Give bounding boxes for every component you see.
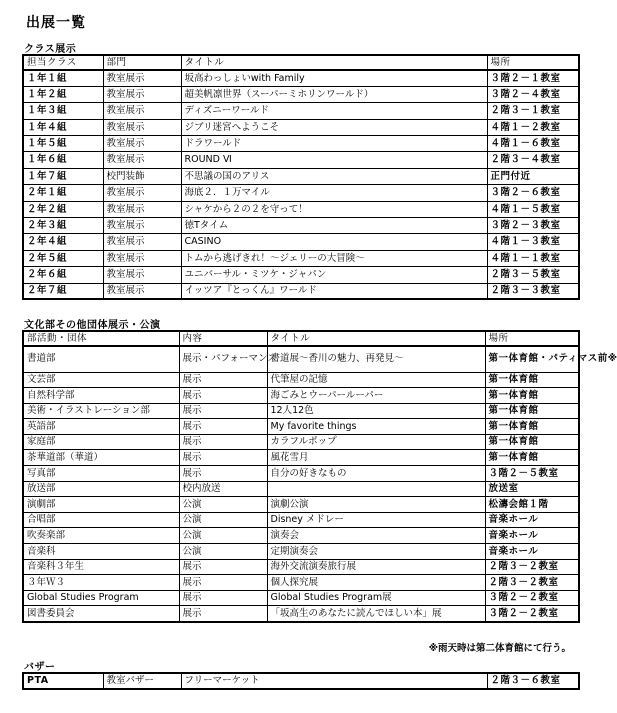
cell-category: 公演 <box>179 497 267 513</box>
cell-location: 松濤会館１階 <box>485 497 579 513</box>
cell-title: ドラワールド <box>181 136 487 152</box>
cell-category: 展示 <box>179 559 267 575</box>
cell-name: ３年Ｗ３ <box>23 575 179 591</box>
cell-location: 放送室 <box>485 481 579 497</box>
cell-name: 音楽科３年生 <box>23 559 179 575</box>
header-content: 内容 <box>179 331 267 346</box>
cell-location: ４階１－１教室 <box>487 250 579 266</box>
table-row <box>23 119 579 135</box>
cell-category: 教室展示 <box>103 86 181 102</box>
cell-location: ３階２－１教室 <box>487 70 579 86</box>
class-exhibit-table <box>22 54 580 300</box>
club-section-label: 文化部その他団体展示・公演 <box>24 320 161 331</box>
table-row <box>23 559 579 575</box>
table-row <box>23 136 579 152</box>
cell-location: ３階２－４教室 <box>487 86 579 102</box>
page-title: 出展一覧 <box>26 15 86 31</box>
table-row <box>23 528 579 544</box>
cell-name: １年２組 <box>23 86 103 102</box>
table-row <box>23 434 579 450</box>
header-title: タイトル <box>181 55 487 70</box>
cell-title: 超美帆凛世界（スーパーミホリンワールド） <box>181 86 487 102</box>
cell-category: 教室展示 <box>103 283 181 299</box>
cell-location: 第一体育館 <box>485 388 579 404</box>
cell-title: 坂高わっしょいwith Family <box>181 70 487 86</box>
cell-location: ２階３－５教室 <box>487 267 579 283</box>
table-row <box>23 590 579 606</box>
cell-name: ２年７組 <box>23 283 103 299</box>
cell-category: 教室展示 <box>103 119 181 135</box>
rain-note: ※雨天時は第二体育館にて行う。 <box>428 643 571 654</box>
cell-name: 美術・イラストレーション部 <box>23 403 179 419</box>
cell-location: ４階１－２教室 <box>487 119 579 135</box>
cell-name: 自然科学部 <box>23 388 179 404</box>
cell-title: Disney メドレー <box>267 512 485 528</box>
cell-title: ディズニーワールド <box>181 103 487 119</box>
cell-location: 音楽ホール <box>485 544 579 560</box>
cell-location: 正門付近 <box>487 168 579 184</box>
cell-title: 12人12色 <box>267 403 485 419</box>
table-row <box>23 70 579 86</box>
header-division: 部門 <box>103 55 181 70</box>
cell-location: 第一体育館 <box>485 403 579 419</box>
cell-name: 合唱部 <box>23 512 179 528</box>
cell-title: シャケから２の２を守って！ <box>181 201 487 217</box>
cell-category: 教室展示 <box>103 185 181 201</box>
cell-category: 校内放送 <box>179 481 267 497</box>
cell-category: 教室展示 <box>103 136 181 152</box>
cell-category: 校門装飾 <box>103 168 181 184</box>
cell-category: 展示 <box>179 575 267 591</box>
cell-category: 教室展示 <box>103 250 181 266</box>
table-row <box>23 168 579 184</box>
cell-name: 音楽科 <box>23 544 179 560</box>
cell-name: ２年６組 <box>23 267 103 283</box>
cell-category: 教室展示 <box>103 218 181 234</box>
cell-title: 自分の好きなもの <box>267 466 485 482</box>
header-group: 部活動・団体 <box>23 331 179 346</box>
cell-location: 第一体育館 <box>485 419 579 435</box>
cell-name: 吹奏楽部 <box>23 528 179 544</box>
cell-location: ２階３－４教室 <box>487 152 579 168</box>
cell-location: ３階２－３教室 <box>487 218 579 234</box>
table-row <box>23 466 579 482</box>
table-row <box>23 544 579 560</box>
cell-name: ２年５組 <box>23 250 103 266</box>
cell-title: カラフルポップ <box>267 434 485 450</box>
cell-title: 代筆屋の記憶 <box>267 372 485 388</box>
cell-category: 公演 <box>179 512 267 528</box>
cell-category: 教室展示 <box>103 152 181 168</box>
cell-name: １年５組 <box>23 136 103 152</box>
cell-name: １年３組 <box>23 103 103 119</box>
cell-category: 教室展示 <box>103 267 181 283</box>
table-row <box>23 512 579 528</box>
cell-title: 海ごみとウーパールーパー <box>267 388 485 404</box>
cell-location: 音楽ホール <box>485 528 579 544</box>
cell-category: 公演 <box>179 528 267 544</box>
cell-title: ROUND Ⅵ <box>181 152 487 168</box>
table-row <box>23 267 579 283</box>
cell-location: ３階２－２教室 <box>485 606 579 622</box>
cell-category: 展示 <box>179 403 267 419</box>
cell-category: 展示 <box>179 434 267 450</box>
cell-name: ２年３組 <box>23 218 103 234</box>
cell-location: 音楽ホール <box>485 512 579 528</box>
cell-name: 放送部 <box>23 481 179 497</box>
cell-name: １年７組 <box>23 168 103 184</box>
cell-title: 「坂高生のあなたに読んでほしい本」展 <box>267 606 485 622</box>
cell-location: ３階２－５教室 <box>485 466 579 482</box>
cell-category: 展示 <box>179 466 267 482</box>
table-header-row <box>23 55 579 70</box>
cell-location: ３階２－２教室 <box>485 590 579 606</box>
cell-category: 公演 <box>179 544 267 560</box>
cell-title: 不思議の国のアリス <box>181 168 487 184</box>
cell-location: ２階３－３教室 <box>487 283 579 299</box>
cell-name: 図書委員会 <box>23 606 179 622</box>
cell-location: 第一体育館 <box>485 450 579 466</box>
table-row <box>23 346 579 372</box>
table-row <box>23 450 579 466</box>
table-row <box>23 372 579 388</box>
cell-location: ２階３－６教室 <box>487 673 579 689</box>
table-row <box>23 185 579 201</box>
cell-title: トムから逃げきれ！～ジェリーの大冒険～ <box>181 250 487 266</box>
cell-category: 教室展示 <box>103 201 181 217</box>
class-section-label: クラス展示 <box>24 44 77 55</box>
cell-location: 第一体育館・パティマス前※ <box>485 346 579 372</box>
cell-name: PTA <box>23 673 103 689</box>
cell-category: 展示 <box>179 388 267 404</box>
table-row <box>23 419 579 435</box>
cell-title: My favorite things <box>267 419 485 435</box>
cell-name: １年１組 <box>23 70 103 86</box>
table-row <box>23 201 579 217</box>
cell-category: 展示 <box>179 590 267 606</box>
header-title: タイトル <box>267 331 485 346</box>
table-header-row <box>23 331 579 346</box>
cell-name: ２年４組 <box>23 234 103 250</box>
cell-title: ジブリ迷宮へようこそ <box>181 119 487 135</box>
cell-title: 徳Tタイム <box>181 218 487 234</box>
cell-name: 茶華道部（華道） <box>23 450 179 466</box>
club-exhibit-table <box>22 330 617 623</box>
header-class: 担当クラス <box>23 55 103 70</box>
table-row <box>23 497 579 513</box>
cell-title: 海外交流演奏旅行展 <box>267 559 485 575</box>
cell-title: 演劇公演 <box>267 497 485 513</box>
header-location: 場所 <box>485 331 579 346</box>
table-row <box>23 218 579 234</box>
cell-name: 英語部 <box>23 419 179 435</box>
cell-name: １年６組 <box>23 152 103 168</box>
cell-category: 展示 <box>179 450 267 466</box>
cell-name: １年４組 <box>23 119 103 135</box>
table-row <box>23 250 579 266</box>
cell-title: イッツア『とっくん』ワールド <box>181 283 487 299</box>
table-row <box>23 403 579 419</box>
cell-title: 個人探究展 <box>267 575 485 591</box>
cell-title: 海底２．１万マイル <box>181 185 487 201</box>
cell-location: ２階３－１教室 <box>487 103 579 119</box>
cell-name: 書道部 <box>23 346 179 372</box>
table-row <box>23 234 579 250</box>
table-row <box>23 481 579 497</box>
cell-category: 展示 <box>179 606 267 622</box>
table-row <box>23 575 579 591</box>
cell-title: 演奏会 <box>267 528 485 544</box>
cell-title: 書道展～香川の魅力、再発見～ <box>267 346 485 372</box>
cell-title: Global Studies Program展 <box>267 590 485 606</box>
cell-name: 写真部 <box>23 466 179 482</box>
cell-location: ４階１－３教室 <box>487 234 579 250</box>
cell-name: ２年２組 <box>23 201 103 217</box>
cell-location: 第一体育館 <box>485 434 579 450</box>
cell-title: 定期演奏会 <box>267 544 485 560</box>
cell-category: 教室展示 <box>103 234 181 250</box>
cell-category: 教室展示 <box>103 70 181 86</box>
table-row <box>23 103 579 119</box>
header-location: 場所 <box>487 55 579 70</box>
cell-location: ２階３－２教室 <box>485 559 579 575</box>
table-row <box>23 152 579 168</box>
cell-title: 風花雪月 <box>267 450 485 466</box>
table-row <box>23 388 579 404</box>
cell-location: 第一体育館 <box>485 372 579 388</box>
table-row <box>23 86 579 102</box>
cell-name: 演劇部 <box>23 497 179 513</box>
cell-category: 展示・パフォーマンス <box>179 346 267 372</box>
cell-title <box>267 481 485 497</box>
cell-category: 展示 <box>179 419 267 435</box>
cell-name: 家庭部 <box>23 434 179 450</box>
cell-title: フリーマーケット <box>181 673 487 689</box>
cell-location: ２階３－２教室 <box>485 575 579 591</box>
cell-title: CASINO <box>181 234 487 250</box>
bazaar-table <box>22 672 580 690</box>
cell-name: ２年１組 <box>23 185 103 201</box>
table-row <box>23 673 579 689</box>
cell-location: ４階１－５教室 <box>487 201 579 217</box>
cell-category: 教室バザー <box>103 673 181 689</box>
cell-title: ユニバーサル・ミツケ・ジャパン <box>181 267 487 283</box>
table-row <box>23 606 579 622</box>
table-row <box>23 283 579 299</box>
cell-category: 展示 <box>179 372 267 388</box>
cell-location: ３階２－６教室 <box>487 185 579 201</box>
cell-name: 文芸部 <box>23 372 179 388</box>
cell-name: Global Studies Program <box>23 590 179 606</box>
bazaar-section-label: バザー <box>24 662 56 673</box>
cell-location: ４階１－６教室 <box>487 136 579 152</box>
cell-category: 教室展示 <box>103 103 181 119</box>
